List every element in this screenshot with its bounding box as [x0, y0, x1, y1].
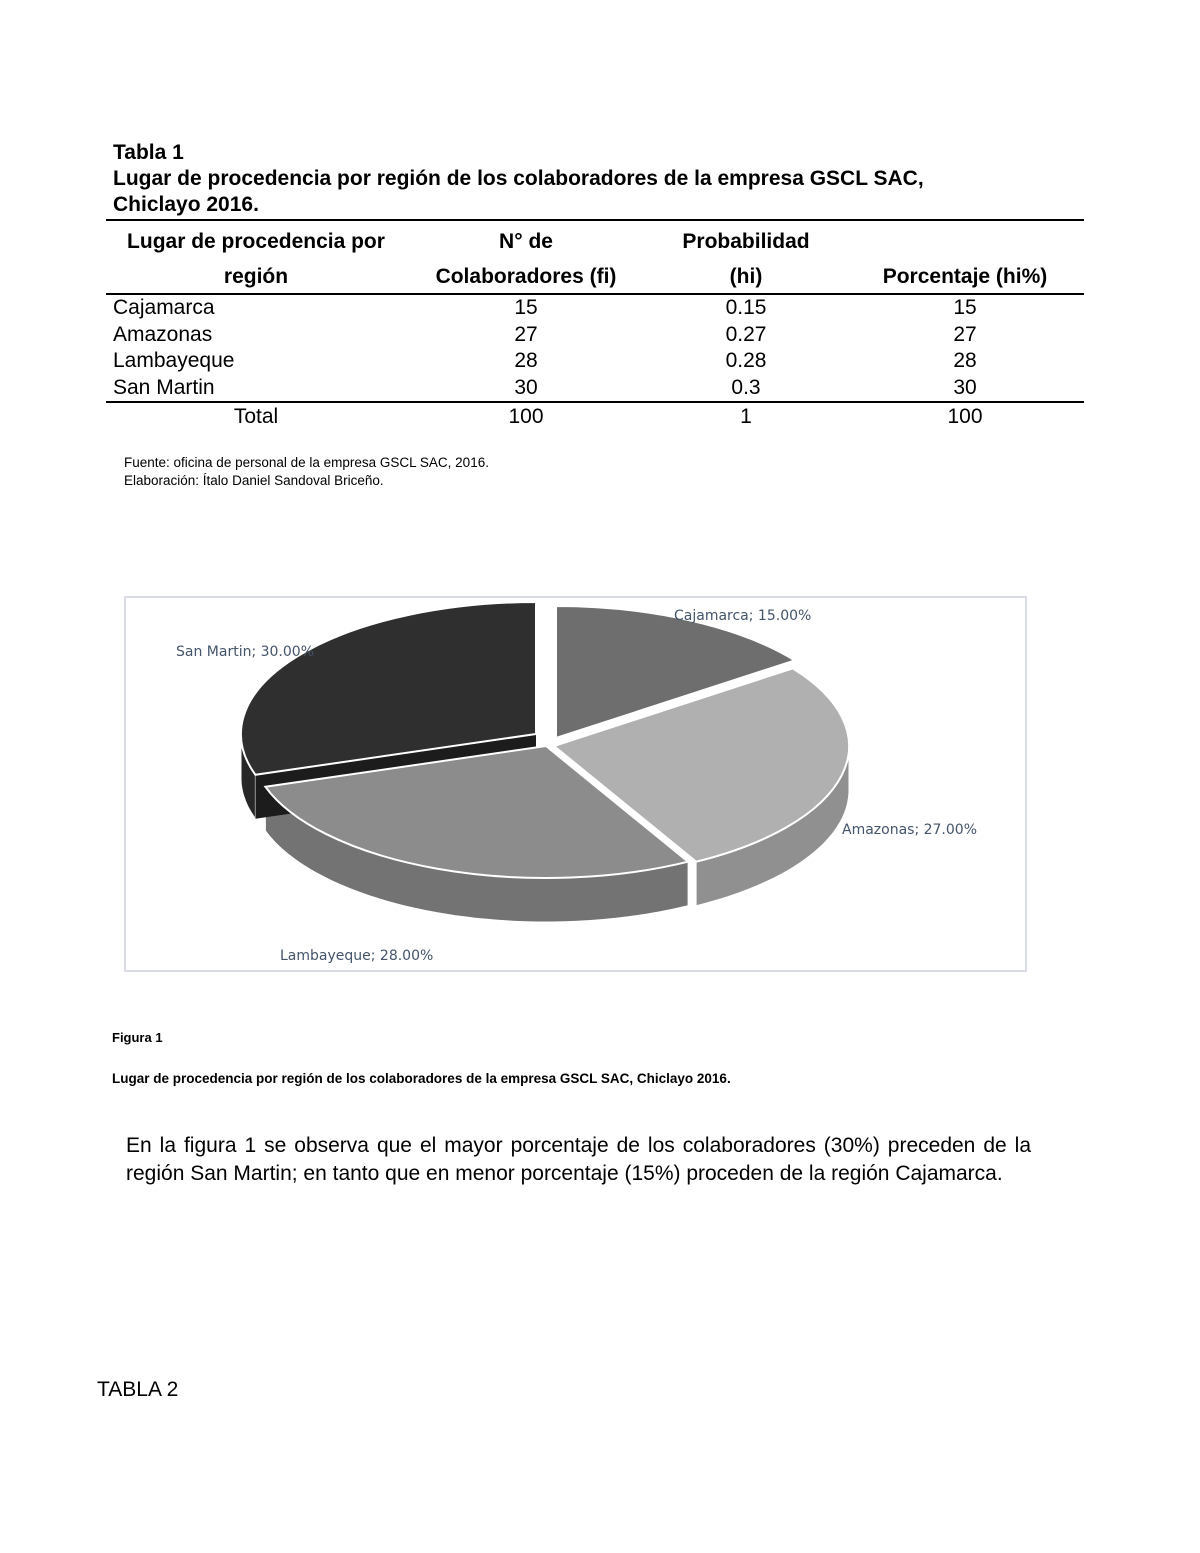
cell-region: San Martin	[106, 375, 406, 403]
header-row-1	[106, 220, 1084, 260]
analysis-paragraph: En la figura 1 se observa que el mayor porcentaje de los colaboradores (30%) preceden de la región San Martin; en tanto que en menor porcentaje (15%) proceden de la región Cajamarca.	[126, 1134, 1031, 1185]
total-row	[106, 402, 1084, 431]
label-amazonas: Amazonas; 27.00%	[842, 822, 978, 838]
cell-fi: 28	[514, 349, 538, 373]
table-row	[106, 348, 1084, 375]
table-row	[106, 322, 1084, 349]
header-pct-2: Porcentaje (hi%)	[846, 260, 1084, 294]
cell-fi: 30	[406, 375, 646, 403]
total-pct: 100	[947, 405, 983, 428]
table-row	[106, 375, 1084, 403]
header-fi-1: N° de	[499, 230, 553, 253]
header-hi-1: Probabilidad	[682, 230, 810, 253]
cell-hi: 0.27	[725, 322, 767, 346]
header-pct-1	[846, 220, 1084, 260]
total-label: Total	[233, 405, 279, 428]
table-title-line1: Lugar de procedencia por región de los colaboradores de la empresa GSCL SAC,	[113, 167, 924, 190]
cell-pct: 15	[953, 296, 977, 320]
cell-hi: 0.28	[725, 349, 767, 373]
table-caption	[113, 140, 1093, 218]
table-row	[106, 294, 1084, 322]
header-row-2	[106, 260, 1084, 294]
header-fi-2: Colaboradores (fi)	[406, 260, 646, 294]
label-san-martin: San Martin; 30.00%	[176, 644, 315, 660]
cell-pct: 30	[846, 375, 1084, 403]
cell-pct: 28	[953, 349, 977, 373]
cell-region: Amazonas	[113, 322, 213, 346]
table-source-note	[124, 454, 489, 490]
cell-region: Cajamarca	[113, 296, 215, 320]
pie-tops	[241, 602, 849, 878]
header-region-2: región	[106, 260, 406, 294]
total-hi: 1	[740, 405, 752, 428]
cell-hi: 0.15	[725, 296, 767, 320]
cell-fi: 27	[514, 322, 538, 346]
next-table-heading: TABLA 2	[97, 1378, 179, 1401]
total-fi: 100	[508, 405, 544, 428]
author-line: Elaboración: Ítalo Daniel Sandoval Briceño.	[124, 473, 384, 488]
table-title-line2: Chiclayo 2016.	[113, 193, 259, 216]
cell-pct: 27	[953, 322, 977, 346]
cell-hi: 0.3	[646, 375, 846, 403]
header-hi-2: (hi)	[646, 260, 846, 294]
source-line: Fuente: oficina de personal de la empresa GSCL SAC, 2016.	[124, 455, 489, 470]
procedencia-table	[106, 219, 1084, 431]
pie-chart	[124, 596, 1027, 972]
label-lambayeque: Lambayeque; 28.00%	[280, 948, 434, 964]
figure-title: Lugar de procedencia por región de los colaboradores de la empresa GSCL SAC, Chiclayo 2016.	[112, 1071, 731, 1086]
pie-chart-svg	[126, 598, 1029, 974]
header-region-1: Lugar de procedencia por	[127, 230, 385, 253]
table-label: Tabla 1	[113, 141, 184, 164]
figure-label: Figura 1	[112, 1030, 163, 1045]
cell-fi: 15	[514, 296, 538, 320]
label-cajamarca: Cajamarca; 15.00%	[674, 608, 812, 624]
cell-region: Lambayeque	[113, 349, 235, 373]
